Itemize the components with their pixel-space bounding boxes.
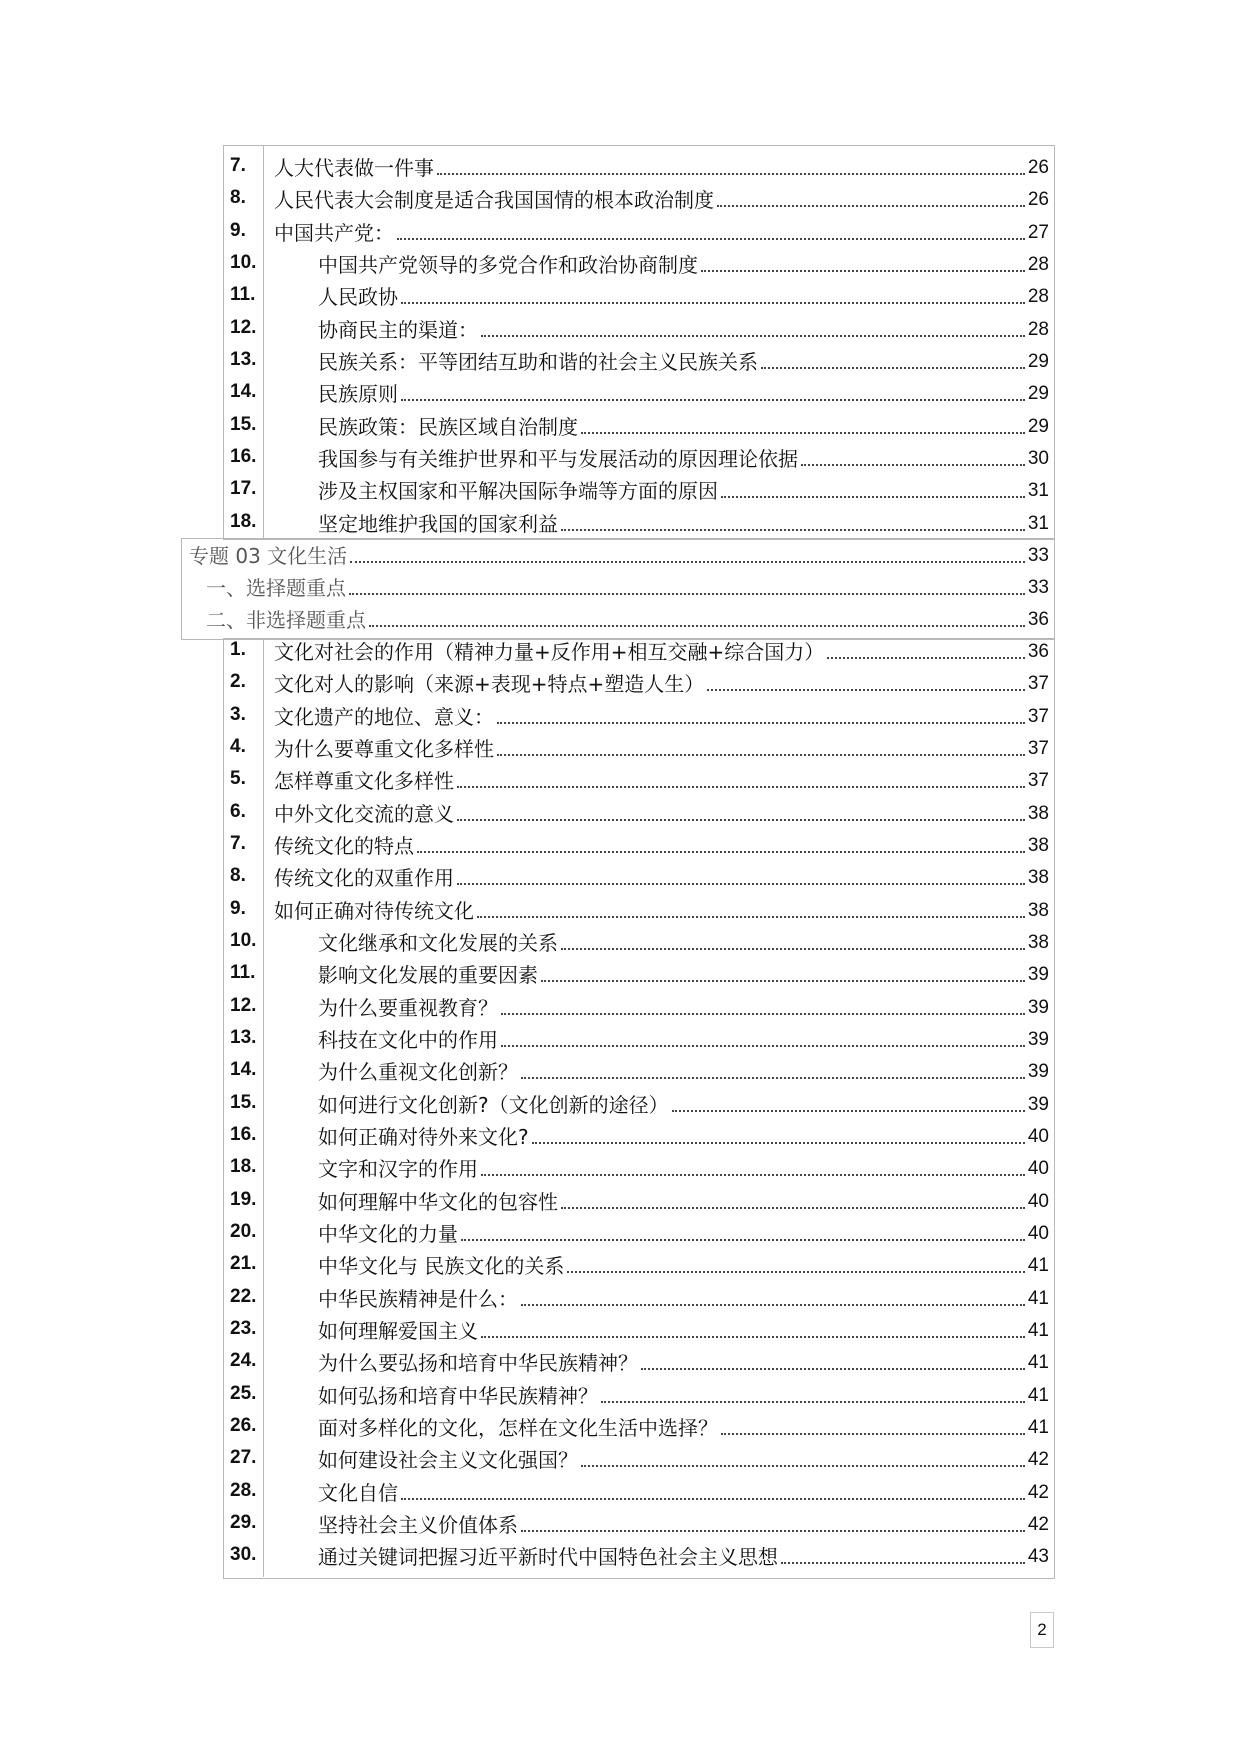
toc-row-number: 29. (230, 1511, 257, 1533)
toc-row-page: 28 (1027, 286, 1049, 308)
toc-row-page: 39 (1027, 1028, 1049, 1050)
dot-leader (497, 753, 1025, 756)
toc-row-title: 通过关键词把握习近平新时代中国特色社会主义思想 (318, 1545, 778, 1570)
dot-leader (477, 915, 1025, 918)
toc-row-title: 为什么要重视教育？ (318, 995, 498, 1020)
toc-row-title: 中华民族精神是什么： (318, 1286, 518, 1311)
toc-row[interactable] (0, 1345, 1242, 1377)
dot-leader (672, 1109, 1025, 1112)
toc-row-title: 文字和汉字的作用 (318, 1157, 478, 1182)
toc-row-number: 17. (230, 478, 257, 500)
toc-row-number: 5. (230, 768, 246, 790)
toc-row-page: 31 (1027, 512, 1049, 534)
dot-leader (461, 1238, 1025, 1241)
toc-row-title: 文化遗产的地位、意义： (274, 704, 494, 729)
toc-row-title: 民族政策：民族区域自治制度 (318, 414, 578, 439)
toc-row-title: 文化自信 (318, 1480, 398, 1505)
toc-row-number: 16. (230, 445, 257, 467)
toc-row-number: 1. (230, 639, 246, 660)
toc-row-page: 40 (1027, 1158, 1049, 1180)
dot-leader (401, 398, 1025, 401)
section-sub-title: 一、选择题重点 (206, 576, 346, 600)
toc-row-page: 40 (1027, 1222, 1049, 1244)
toc-row-title: 如何正确对待外来文化? (318, 1124, 529, 1149)
toc-row-page: 42 (1027, 1449, 1049, 1471)
toc-row[interactable] (0, 1281, 1242, 1313)
toc-row-page: 41 (1027, 1255, 1049, 1277)
toc-row-title: 如何进行文化创新?（文化创新的途径） (318, 1092, 669, 1117)
toc-row-number: 2. (230, 671, 246, 693)
toc-row-number: 27. (230, 1447, 257, 1469)
dot-leader (601, 1400, 1025, 1403)
toc-row[interactable] (0, 409, 1242, 441)
toc-row-page: 39 (1027, 996, 1049, 1018)
toc-row-number: 15. (230, 413, 257, 435)
toc-row-title: 为什么要弘扬和培育中华民族精神？ (318, 1351, 638, 1376)
dot-leader (761, 366, 1025, 369)
toc-row-number: 13. (230, 1026, 257, 1048)
toc-row-page: 42 (1027, 1513, 1049, 1535)
toc-row-number: 15. (230, 1091, 257, 1113)
dot-leader (827, 656, 1025, 659)
toc-row-title: 中国共产党： (274, 220, 394, 245)
toc-row[interactable] (0, 1119, 1242, 1151)
toc-row-number: 11. (230, 962, 256, 984)
toc-row-title: 影响文化发展的重要因素 (318, 963, 538, 988)
toc-row-title: 如何正确对待传统文化 (274, 898, 474, 923)
dot-leader (437, 172, 1025, 175)
toc-row-number: 4. (230, 735, 246, 757)
toc-row-page: 38 (1027, 931, 1049, 953)
dot-leader (707, 688, 1025, 691)
toc-row-page: 26 (1027, 189, 1049, 211)
toc-row-page: 40 (1027, 1125, 1049, 1147)
toc-row-page: 37 (1027, 673, 1049, 695)
dot-leader (349, 592, 1025, 595)
toc-row-title: 文化对人的影响（来源+表现+特点+塑造人生） (274, 672, 705, 697)
toc-row-title: 面对多样化的文化，怎样在文化生活中选择？ (318, 1415, 718, 1440)
toc-row[interactable] (0, 828, 1242, 860)
toc-row-page: 41 (1027, 1384, 1049, 1406)
section-title: 专题 03 文化生活 (189, 544, 348, 568)
dot-leader (561, 947, 1025, 950)
toc-row-number: 11. (230, 284, 256, 306)
toc-row-title: 科技在文化中的作用 (318, 1027, 498, 1052)
toc-row[interactable] (0, 990, 1242, 1022)
toc-row-title: 为什么要尊重文化多样性 (274, 736, 494, 761)
toc-row-page: 37 (1027, 737, 1049, 759)
dot-leader (397, 237, 1025, 240)
dot-leader (481, 1173, 1025, 1176)
toc-row-page: 43 (1027, 1546, 1049, 1568)
dot-leader (401, 301, 1025, 304)
dot-leader (369, 624, 1025, 627)
toc-row-number: 9. (230, 897, 246, 919)
dot-leader (721, 495, 1025, 498)
toc-row-title: 为什么重视文化创新？ (318, 1060, 518, 1085)
toc-row[interactable] (0, 1410, 1242, 1442)
toc-row-number: 12. (230, 316, 257, 338)
toc-row-page: 26 (1027, 157, 1049, 178)
section-page: 33 (1027, 545, 1049, 566)
toc-row-page: 39 (1027, 964, 1049, 986)
toc-row[interactable] (0, 796, 1242, 828)
toc-row[interactable] (0, 893, 1242, 925)
toc-row[interactable] (0, 1442, 1242, 1474)
toc-row[interactable] (0, 473, 1242, 505)
dot-leader (801, 463, 1025, 466)
toc-row[interactable] (0, 1087, 1242, 1119)
toc-row-title: 传统文化的特点 (274, 833, 414, 858)
toc-row-number: 22. (230, 1285, 257, 1307)
toc-row-title: 中华文化的力量 (318, 1221, 458, 1246)
toc-row-page: 41 (1027, 1416, 1049, 1438)
toc-row-number: 9. (230, 219, 246, 241)
toc-row-number: 30. (230, 1544, 257, 1566)
dot-leader (581, 1464, 1025, 1467)
toc-row-title: 协商民主的渠道： (318, 317, 478, 342)
dot-leader (561, 1206, 1025, 1209)
toc-row-number: 13. (230, 348, 257, 370)
dot-leader (701, 269, 1025, 272)
toc-row-title: 坚定地维护我国的国家利益 (318, 511, 558, 536)
toc-row-page: 28 (1027, 318, 1049, 340)
toc-row[interactable] (0, 182, 1242, 214)
toc-row[interactable] (0, 150, 1242, 182)
dot-leader (481, 334, 1025, 337)
dot-leader (501, 1012, 1025, 1015)
toc-row-number: 28. (230, 1479, 257, 1501)
toc-row-page: 29 (1027, 383, 1049, 405)
toc-row[interactable] (0, 1216, 1242, 1248)
dot-leader (401, 1497, 1025, 1500)
toc-row[interactable] (0, 215, 1242, 247)
toc-row-title: 坚持社会主义价值体系 (318, 1512, 518, 1537)
dot-leader (781, 1561, 1025, 1564)
toc-row-number: 12. (230, 994, 257, 1016)
toc-row[interactable] (0, 247, 1242, 279)
toc-row-number: 26. (230, 1414, 257, 1436)
toc-row[interactable] (0, 1507, 1242, 1539)
toc-row-title: 中华文化与 民族文化的关系 (318, 1254, 565, 1279)
toc-row-title: 如何理解爱国主义 (318, 1318, 478, 1343)
toc-section-sub[interactable] (0, 570, 1242, 602)
toc-row-title: 涉及主权国家和平解决国际争端等方面的原因 (318, 479, 718, 504)
toc-row-page: 38 (1027, 834, 1049, 856)
toc-row-page: 39 (1027, 1061, 1049, 1083)
toc-row-page: 28 (1027, 253, 1049, 275)
toc-row-number: 23. (230, 1317, 257, 1339)
toc-row-number: 25. (230, 1382, 257, 1404)
toc-row-page: 37 (1027, 705, 1049, 727)
toc-row[interactable] (0, 666, 1242, 698)
toc-row-number: 20. (230, 1220, 257, 1242)
toc-row-page: 39 (1027, 1093, 1049, 1115)
toc-row-number: 8. (230, 187, 246, 209)
toc-row-number: 21. (230, 1253, 257, 1275)
toc-row[interactable] (0, 860, 1242, 892)
toc-row-page: 37 (1027, 770, 1049, 792)
page-number: 2 (1030, 1612, 1054, 1648)
dot-leader (532, 1141, 1025, 1144)
toc-row[interactable] (0, 925, 1242, 957)
toc-row[interactable] (0, 441, 1242, 473)
toc-row[interactable] (0, 1313, 1242, 1345)
toc-row[interactable] (0, 312, 1242, 344)
toc-row[interactable] (0, 731, 1242, 763)
toc-row[interactable] (0, 763, 1242, 795)
toc-row-page: 41 (1027, 1287, 1049, 1309)
toc-row-page: 38 (1027, 899, 1049, 921)
toc-row-number: 18. (230, 510, 257, 532)
dot-leader (581, 431, 1025, 434)
dot-leader (521, 1529, 1025, 1532)
dot-leader (641, 1367, 1025, 1370)
toc-row[interactable] (0, 344, 1242, 376)
toc-row-page: 29 (1027, 415, 1049, 437)
toc-row-title: 传统文化的双重作用 (274, 866, 454, 891)
toc-row-number: 6. (230, 800, 246, 822)
toc-row-number: 8. (230, 865, 246, 887)
toc-section-sub[interactable] (0, 602, 1242, 634)
toc-row-number: 19. (230, 1188, 257, 1210)
section-sub-page: 33 (1027, 577, 1049, 598)
toc-row-title: 民族关系：平等团结互助和谐的社会主义民族关系 (318, 349, 758, 374)
toc-row-number: 7. (230, 155, 246, 176)
toc-row-number: 24. (230, 1350, 257, 1372)
toc-row-page: 41 (1027, 1352, 1049, 1374)
toc-row-page: 38 (1027, 802, 1049, 824)
dot-leader (497, 721, 1025, 724)
section-sub-page: 36 (1027, 609, 1049, 630)
toc-row-number: 14. (230, 381, 257, 403)
dot-leader (457, 818, 1025, 821)
toc-row[interactable] (0, 1248, 1242, 1280)
toc-row-title: 文化对社会的作用（精神力量+反作用+相互交融+综合国力） (274, 640, 825, 664)
dot-leader (561, 528, 1025, 531)
toc-row-page: 40 (1027, 1190, 1049, 1212)
dot-leader (567, 1270, 1025, 1273)
dot-leader (717, 204, 1025, 207)
toc-row[interactable] (0, 1022, 1242, 1054)
toc-row-page: 38 (1027, 867, 1049, 889)
toc-row[interactable] (0, 957, 1242, 989)
toc-row[interactable] (0, 1054, 1242, 1086)
toc-row-title: 如何建设社会主义文化强国？ (318, 1448, 578, 1473)
toc-row[interactable] (0, 376, 1242, 408)
toc-row-title: 我国参与有关维护世界和平与发展活动的原因理论依据 (318, 446, 798, 471)
toc-row-page: 29 (1027, 350, 1049, 372)
toc-row-title: 中国共产党领导的多党合作和政治协商制度 (318, 252, 698, 277)
toc-row-title: 人民代表大会制度是适合我国国情的根本政治制度 (274, 188, 714, 213)
dot-leader (457, 785, 1025, 788)
dot-leader (521, 1076, 1025, 1079)
toc-row-number: 16. (230, 1123, 257, 1145)
toc-row-title: 如何弘扬和培育中华民族精神？ (318, 1383, 598, 1408)
toc-row[interactable] (0, 699, 1242, 731)
toc-section-title[interactable] (0, 538, 1242, 570)
toc-row-page: 42 (1027, 1481, 1049, 1503)
toc-row[interactable] (0, 634, 1242, 666)
toc-row-title: 民族原则 (318, 382, 398, 407)
toc-row[interactable] (0, 279, 1242, 311)
dot-leader (521, 1303, 1025, 1306)
toc-row-number: 14. (230, 1059, 257, 1081)
toc-row-page: 41 (1027, 1319, 1049, 1341)
dot-leader (457, 882, 1025, 885)
dot-leader (350, 560, 1025, 563)
toc-row[interactable] (0, 506, 1242, 538)
toc-row-title: 中外文化交流的意义 (274, 801, 454, 826)
toc-row-page: 36 (1027, 641, 1049, 662)
dot-leader (541, 979, 1025, 982)
toc-row-number: 10. (230, 929, 257, 951)
toc-row-title: 人大代表做一件事 (274, 156, 434, 180)
dot-leader (501, 1044, 1025, 1047)
dot-leader (417, 850, 1025, 853)
toc-row-page: 31 (1027, 480, 1049, 502)
toc-row[interactable] (0, 1184, 1242, 1216)
dot-leader (481, 1335, 1025, 1338)
section-sub-title: 二、非选择题重点 (206, 608, 366, 632)
toc-row[interactable] (0, 1539, 1242, 1571)
toc-row[interactable] (0, 1378, 1242, 1410)
toc-row-title: 怎样尊重文化多样性 (274, 769, 454, 794)
toc-row-number: 7. (230, 832, 246, 854)
toc-row-title: 如何理解中华文化的包容性 (318, 1189, 558, 1214)
toc-row-number: 3. (230, 703, 246, 725)
toc-row-number: 10. (230, 251, 257, 273)
toc-row-number: 18. (230, 1156, 257, 1178)
toc-row-page: 27 (1027, 221, 1049, 243)
toc-row-title: 人民政协 (318, 285, 398, 310)
toc-row-page: 30 (1027, 447, 1049, 469)
toc-row[interactable] (0, 1475, 1242, 1507)
toc-row[interactable] (0, 1151, 1242, 1183)
dot-leader (721, 1432, 1025, 1435)
toc-row-title: 文化继承和文化发展的关系 (318, 930, 558, 955)
